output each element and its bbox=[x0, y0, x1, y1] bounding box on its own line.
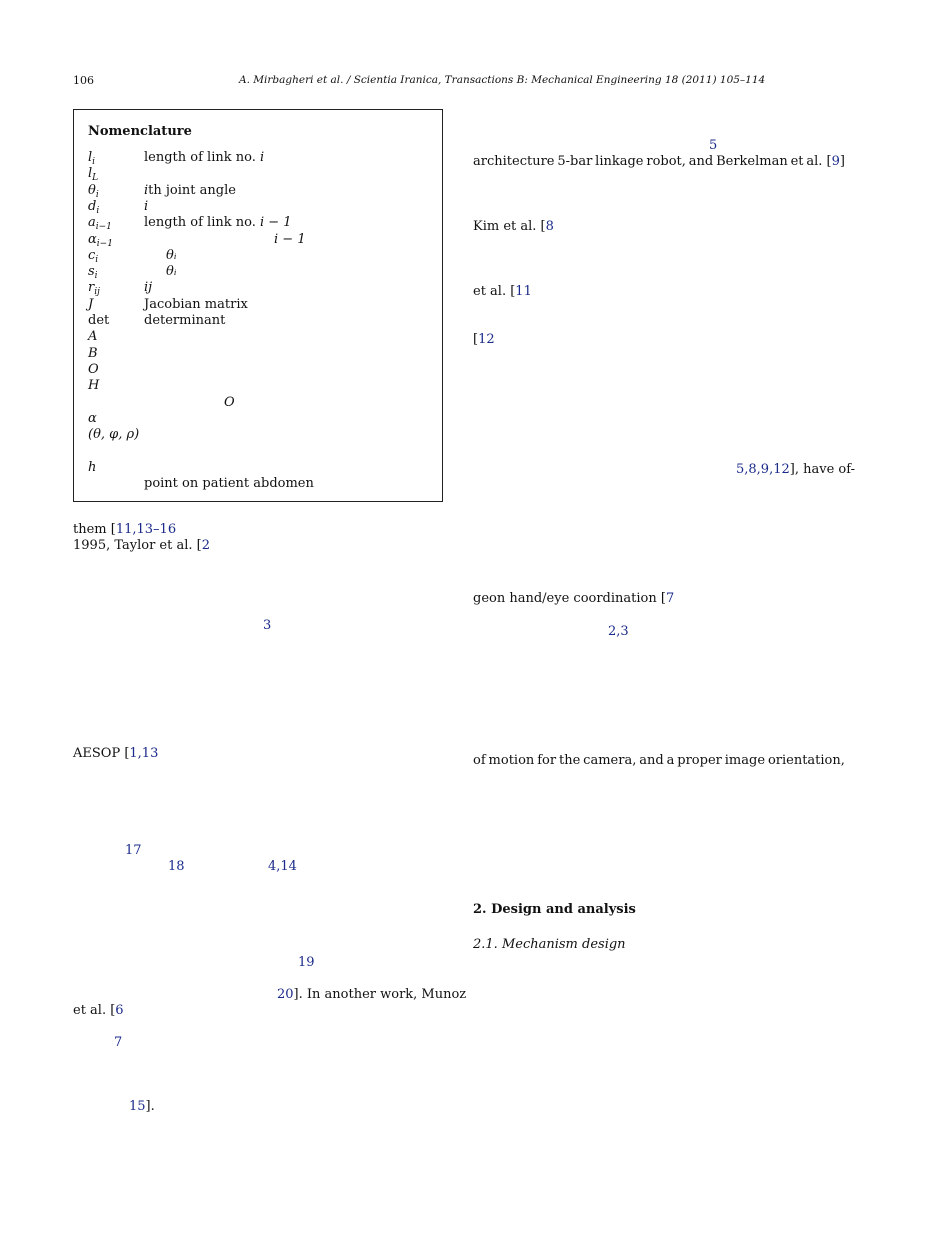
nomenclature-symbol: (θ, φ, ρ) bbox=[88, 427, 140, 443]
subsection-heading: 2.1. Mechanism design bbox=[473, 937, 626, 952]
text-line-taylor: 1995, Taylor et al. [2 bbox=[73, 538, 211, 553]
word: motion bbox=[488, 753, 535, 768]
word: linkage bbox=[595, 154, 644, 169]
citation[interactable]: 5 bbox=[709, 138, 718, 153]
nomenclature-definition: length of link no. i bbox=[144, 150, 265, 165]
nomenclature-definition: θᵢ bbox=[166, 247, 177, 263]
nomenclature-definition: ij bbox=[144, 280, 153, 296]
word: camera, bbox=[583, 753, 637, 768]
page-number: 106 bbox=[73, 74, 94, 87]
text-line-haveof: 5,8,9,12], have of- bbox=[736, 462, 855, 477]
nomenclature-definition: O bbox=[224, 394, 235, 410]
word: al. bbox=[806, 154, 823, 169]
text-line-them: them [11,13–16 bbox=[73, 522, 177, 537]
text-line-geon: geon hand/eye coordination [7 bbox=[473, 591, 675, 606]
nomenclature-symbol: O bbox=[88, 361, 99, 377]
citation[interactable]: 1,13 bbox=[129, 746, 159, 761]
nomenclature-definition: length of link no. i − 1 bbox=[144, 215, 292, 231]
word: for bbox=[537, 753, 557, 768]
citation[interactable]: 9 bbox=[831, 154, 840, 169]
nomenclature-symbol: $\theta_i$ bbox=[88, 182, 99, 200]
citation[interactable]: 5,8,9,12 bbox=[736, 462, 790, 477]
nomenclature-symbol: det bbox=[88, 313, 110, 328]
citation[interactable]: 12 bbox=[478, 332, 495, 347]
citation[interactable]: 4,14 bbox=[268, 859, 297, 874]
nomenclature-symbol: h bbox=[88, 459, 97, 475]
word: a bbox=[666, 753, 675, 768]
citation[interactable]: 3 bbox=[263, 618, 272, 633]
text-line-motion bbox=[473, 753, 845, 769]
nomenclature-symbol: B bbox=[88, 345, 98, 361]
nomenclature-symbol: $\alpha_{i-1}$ bbox=[88, 231, 113, 249]
nomenclature-title: Nomenclature bbox=[88, 124, 192, 139]
nomenclature-definition: i bbox=[144, 198, 149, 214]
nomenclature-symbol: $s_i$ bbox=[88, 264, 98, 282]
word: and bbox=[688, 154, 714, 169]
nomenclature-symbol: H bbox=[88, 378, 100, 394]
section-heading: 2. Design and analysis bbox=[473, 902, 636, 917]
nomenclature-symbol: J bbox=[88, 296, 94, 312]
nomenclature-symbol: α bbox=[88, 410, 97, 426]
citation[interactable]: 19 bbox=[298, 955, 315, 970]
citation[interactable]: 15 bbox=[129, 1099, 146, 1114]
word: et bbox=[790, 154, 804, 169]
text-line-munoz: 20]. In another work, Munoz bbox=[277, 987, 467, 1002]
nomenclature-definition: point on patient abdomen bbox=[144, 476, 314, 491]
word: robot, bbox=[646, 154, 686, 169]
word: proper bbox=[677, 753, 722, 768]
citation[interactable]: 7 bbox=[114, 1035, 123, 1050]
citation[interactable]: 11 bbox=[515, 284, 532, 299]
nomenclature-definition: θᵢ bbox=[166, 264, 177, 280]
word: of bbox=[473, 753, 486, 768]
word: the bbox=[558, 753, 581, 768]
text-line-etal11: et al. [11 bbox=[473, 284, 532, 299]
running-head: A. Mirbagheri et al. / Scientia Iranica, Transactions B: Mechanical Engineering 18 (2011) 105–114 bbox=[239, 74, 766, 86]
citation[interactable]: 18 bbox=[168, 859, 185, 874]
nomenclature-definition: ith joint angle bbox=[144, 182, 236, 198]
text-line-kim: Kim et al. [8 bbox=[473, 219, 554, 234]
nomenclature-symbol: A bbox=[88, 329, 98, 345]
nomenclature-box bbox=[73, 109, 443, 502]
citation[interactable]: 6 bbox=[115, 1003, 124, 1018]
nomenclature-symbol: $l_L$ bbox=[88, 166, 99, 184]
citation[interactable]: 11,13–16 bbox=[115, 522, 177, 537]
citation[interactable]: 2 bbox=[201, 538, 211, 553]
word: orientation, bbox=[767, 753, 845, 768]
word: and bbox=[639, 753, 664, 768]
text-line-aesop: AESOP [1,13 bbox=[73, 746, 159, 761]
citation[interactable]: 7 bbox=[665, 591, 675, 606]
nomenclature-symbol: $a_{i-1}$ bbox=[88, 215, 112, 233]
word: Berkelman bbox=[716, 154, 788, 169]
citation[interactable]: 20 bbox=[277, 987, 294, 1002]
nomenclature-symbol: $l_i$ bbox=[88, 150, 96, 167]
nomenclature-symbol: $d_i$ bbox=[88, 198, 100, 216]
nomenclature-symbol: $c_i$ bbox=[88, 247, 99, 265]
citation[interactable]: 17 bbox=[125, 843, 142, 858]
citation[interactable]: 8 bbox=[545, 219, 554, 234]
word: image bbox=[724, 753, 766, 768]
nomenclature-definition: Jacobian matrix bbox=[144, 296, 248, 312]
citation[interactable]: 2,3 bbox=[608, 624, 629, 639]
text-line-15: 15]. bbox=[129, 1099, 155, 1114]
text-line-ref12: [12 bbox=[473, 332, 495, 347]
word: architecture bbox=[473, 154, 555, 169]
nomenclature-symbol: $r_{ij}$ bbox=[88, 280, 100, 298]
nomenclature-definition: determinant bbox=[144, 313, 226, 328]
text-line-etal6: et al. [6 bbox=[73, 1003, 124, 1018]
text-line-architecture: architecture 5-bar linkage robot, and Berkelman et al. [9] bbox=[473, 154, 845, 169]
word: 5-bar bbox=[557, 154, 593, 169]
nomenclature-definition: i − 1 bbox=[274, 231, 306, 247]
